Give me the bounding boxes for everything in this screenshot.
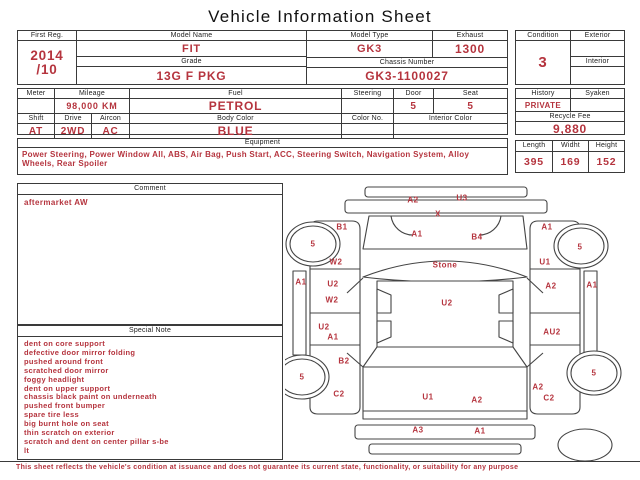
damage-code-label: A2 [545, 281, 557, 291]
history-value: PRIVATE [524, 100, 562, 110]
length-label: Length [516, 141, 552, 152]
equipment-value: Power Steering, Power Window All, ABS, Air Bag, Push Start, ACC, Steering Switch, Navigation System, Alloy Wheels, Rear Spoiler [22, 150, 470, 168]
footer-divider [0, 461, 640, 471]
special-note-line: thin scratch on exterior [24, 428, 115, 438]
door-value: 5 [410, 100, 417, 112]
damage-code-label: A1 [541, 222, 553, 232]
damage-code-label: B4 [471, 232, 483, 242]
length-value: 395 [524, 156, 544, 168]
equipment-section [17, 138, 508, 175]
meter-field [18, 89, 54, 113]
seat-value: 5 [467, 100, 474, 112]
grade-value: 13G F PKG [156, 68, 227, 83]
comment-label: Comment [18, 184, 282, 195]
front-bumper-top-bar [365, 187, 527, 197]
damage-code-label: A1 [586, 280, 598, 290]
special-note-line: dent on core support [24, 339, 105, 348]
damage-code-label: W2 [329, 257, 343, 267]
damage-code-label: 5 [299, 372, 305, 382]
damage-code-label: U2 [327, 279, 339, 289]
syaken-value [571, 99, 624, 111]
condition-table [515, 30, 625, 85]
drive-value: 2WD [60, 125, 86, 137]
recycle-fee-value: 9,880 [552, 122, 588, 136]
mileage-field [54, 89, 129, 113]
steering-label: Steering [342, 89, 393, 99]
grade-label: Grade [77, 57, 306, 67]
history-field [516, 89, 570, 111]
model-grade-column [76, 31, 306, 84]
first-reg-month: /10 [36, 61, 58, 77]
rear-bumper-lower-bar [369, 444, 521, 454]
equipment-label: Equipment [18, 139, 507, 148]
exterior-value [571, 41, 624, 57]
special-note-inner [18, 326, 282, 459]
interior-label: Interior [571, 57, 624, 67]
type-chassis-column [306, 31, 507, 84]
damage-code-label: U2 [318, 322, 330, 332]
model-type-label: Model Type [307, 31, 432, 41]
body-color-label: Body Color [130, 114, 341, 124]
recycle-fee-field [516, 112, 624, 136]
model-name-label: Model Name [77, 31, 306, 41]
comment-box [17, 183, 283, 325]
condition-field [516, 31, 570, 84]
first-reg-year: 2014 [30, 47, 64, 63]
interior-color-value [394, 124, 507, 138]
comment-text: aftermarket AW [24, 198, 88, 207]
damage-code-label: C2 [333, 389, 345, 399]
model-name-value: FIT [77, 41, 306, 57]
height-label: Height [589, 141, 624, 152]
hood-panel [363, 216, 527, 249]
chassis-number-value: GK3-1100027 [365, 69, 449, 83]
special-note-lines [18, 337, 282, 459]
recycle-fee-label: Recycle Fee [516, 112, 624, 122]
special-note-box [17, 325, 283, 460]
condition-value: 3 [538, 54, 548, 71]
damage-code-label: U3 [456, 193, 468, 203]
model-type-value: GK3 [356, 43, 383, 55]
chassis-number-field [307, 58, 507, 84]
spec-table [17, 88, 508, 138]
damage-code-label: B1 [336, 222, 348, 232]
damage-code-label: W2 [325, 295, 339, 305]
aircon-value: AC [102, 125, 119, 137]
damage-code-label: A3 [412, 425, 424, 435]
color-no-value [342, 124, 393, 138]
spare-tire [558, 429, 612, 461]
damage-code-label: U1 [539, 257, 551, 267]
model-type-field [307, 31, 432, 57]
right-front-door [530, 269, 580, 313]
exhaust-value: 1300 [455, 42, 485, 56]
damage-code-label: U2 [441, 298, 453, 308]
exhaust-field [432, 31, 507, 57]
damage-code-label: A2 [532, 382, 544, 392]
mileage-value: 98,000 KM [66, 101, 118, 111]
height-field [588, 141, 624, 172]
dimensions-table [515, 140, 625, 173]
history-recycle-inner [516, 89, 624, 134]
first-reg-field [18, 31, 76, 84]
roof-panel [377, 281, 513, 347]
chassis-number-label: Chassis Number [307, 58, 507, 68]
interior-color-label: Interior Color [394, 114, 507, 124]
aircon-label: Aircon [92, 114, 129, 124]
front-bumper-bar [345, 200, 547, 213]
rear-glass [363, 347, 527, 367]
mileage-label: Mileage [55, 89, 129, 99]
height-value: 152 [596, 156, 617, 168]
shift-value: AT [28, 125, 44, 137]
damage-code-label: B2 [338, 356, 350, 366]
fuel-field [129, 89, 341, 113]
equipment-inner [18, 139, 507, 174]
special-note-line: pushed around front [24, 356, 104, 366]
damage-code-label: A1 [327, 332, 339, 342]
special-note-line: defective door mirror folding [24, 347, 136, 357]
steering-field [341, 89, 393, 113]
special-note-line: scratch and dent on center pillar s-be [24, 436, 169, 446]
special-note-line: lt [24, 445, 30, 455]
condition-label: Condition [516, 31, 570, 41]
interior-color-field [393, 114, 507, 138]
damage-code-label: AU2 [543, 327, 561, 337]
length-field [516, 141, 552, 172]
meter-value [18, 99, 54, 113]
rear-bumper-bar [355, 425, 535, 439]
syaken-label: Syaken [571, 89, 624, 99]
seat-field [433, 89, 507, 113]
syaken-field [570, 89, 624, 111]
special-note-line: dent on upper support [24, 383, 111, 393]
color-no-field [341, 114, 393, 138]
special-note-line: scratched door mirror [24, 365, 109, 375]
seat-label: Seat [434, 89, 507, 99]
damage-code-label: U1 [422, 392, 434, 402]
aircon-field [91, 114, 129, 138]
exterior-interior-column [570, 31, 624, 84]
special-note-line: big burnt hole on seat [24, 419, 109, 429]
special-note-line: foggy headlight [24, 374, 85, 384]
exhaust-label: Exhaust [433, 31, 507, 41]
spec-table-inner [18, 89, 507, 138]
body-color-value: BLUE [217, 124, 254, 138]
damage-code-label: 5 [591, 368, 597, 378]
vehicle-identity-table [17, 30, 508, 85]
damage-code-label: A1 [295, 277, 307, 287]
door-field [393, 89, 433, 113]
car-damage-diagram [285, 183, 635, 461]
special-note-line: spare tire less [24, 410, 79, 420]
shift-field [18, 114, 54, 138]
drive-label: Drive [55, 114, 91, 124]
spec-row-top [18, 89, 507, 114]
damage-code-label: C2 [543, 393, 555, 403]
fuel-value: PETROL [208, 99, 263, 113]
door-label: Door [394, 89, 433, 99]
interior-value [571, 67, 624, 84]
type-exhaust-row [307, 31, 507, 58]
comment-inner [18, 184, 282, 324]
widht-field [552, 141, 588, 172]
shift-label: Shift [18, 114, 54, 124]
damage-code-label: X [435, 209, 441, 219]
widht-value: 169 [560, 156, 581, 168]
special-note-line: pushed front bumper [24, 401, 106, 411]
steering-value [342, 99, 393, 113]
first-reg-label: First Reg. [18, 31, 76, 41]
color-no-label: Color No. [342, 114, 393, 124]
footer-disclaimer: This sheet reflects the vehicle's condition at issuance and does not guarantee its current state, functionality, or suitability for any purpose [16, 464, 519, 471]
special-note-label: Special Note [18, 326, 282, 337]
page-title: Vehicle Information Sheet [208, 7, 432, 26]
car-diagram-area [285, 183, 635, 461]
spec-row-bottom [18, 114, 507, 138]
meter-label: Meter [18, 89, 54, 99]
drive-field [54, 114, 91, 138]
body-color-field [129, 114, 341, 138]
history-label: History [516, 89, 570, 99]
fuel-label: Fuel [130, 89, 341, 99]
damage-code-label: A1 [474, 426, 486, 436]
left-front-door [310, 269, 360, 313]
exterior-label: Exterior [571, 31, 624, 41]
damage-code-label: Stone [432, 260, 458, 270]
damage-code-label: 5 [577, 242, 583, 252]
widht-label: Widht [553, 141, 588, 152]
damage-code-label: A2 [471, 395, 483, 405]
damage-code-label: 5 [310, 239, 316, 249]
damage-code-label: A1 [411, 229, 423, 239]
first-reg-value [18, 41, 76, 84]
history-recycle-table [515, 88, 625, 135]
special-note-line: chassis black paint on underneath [24, 392, 157, 402]
damage-code-label: A2 [407, 195, 419, 205]
history-syaken-row [516, 89, 624, 112]
